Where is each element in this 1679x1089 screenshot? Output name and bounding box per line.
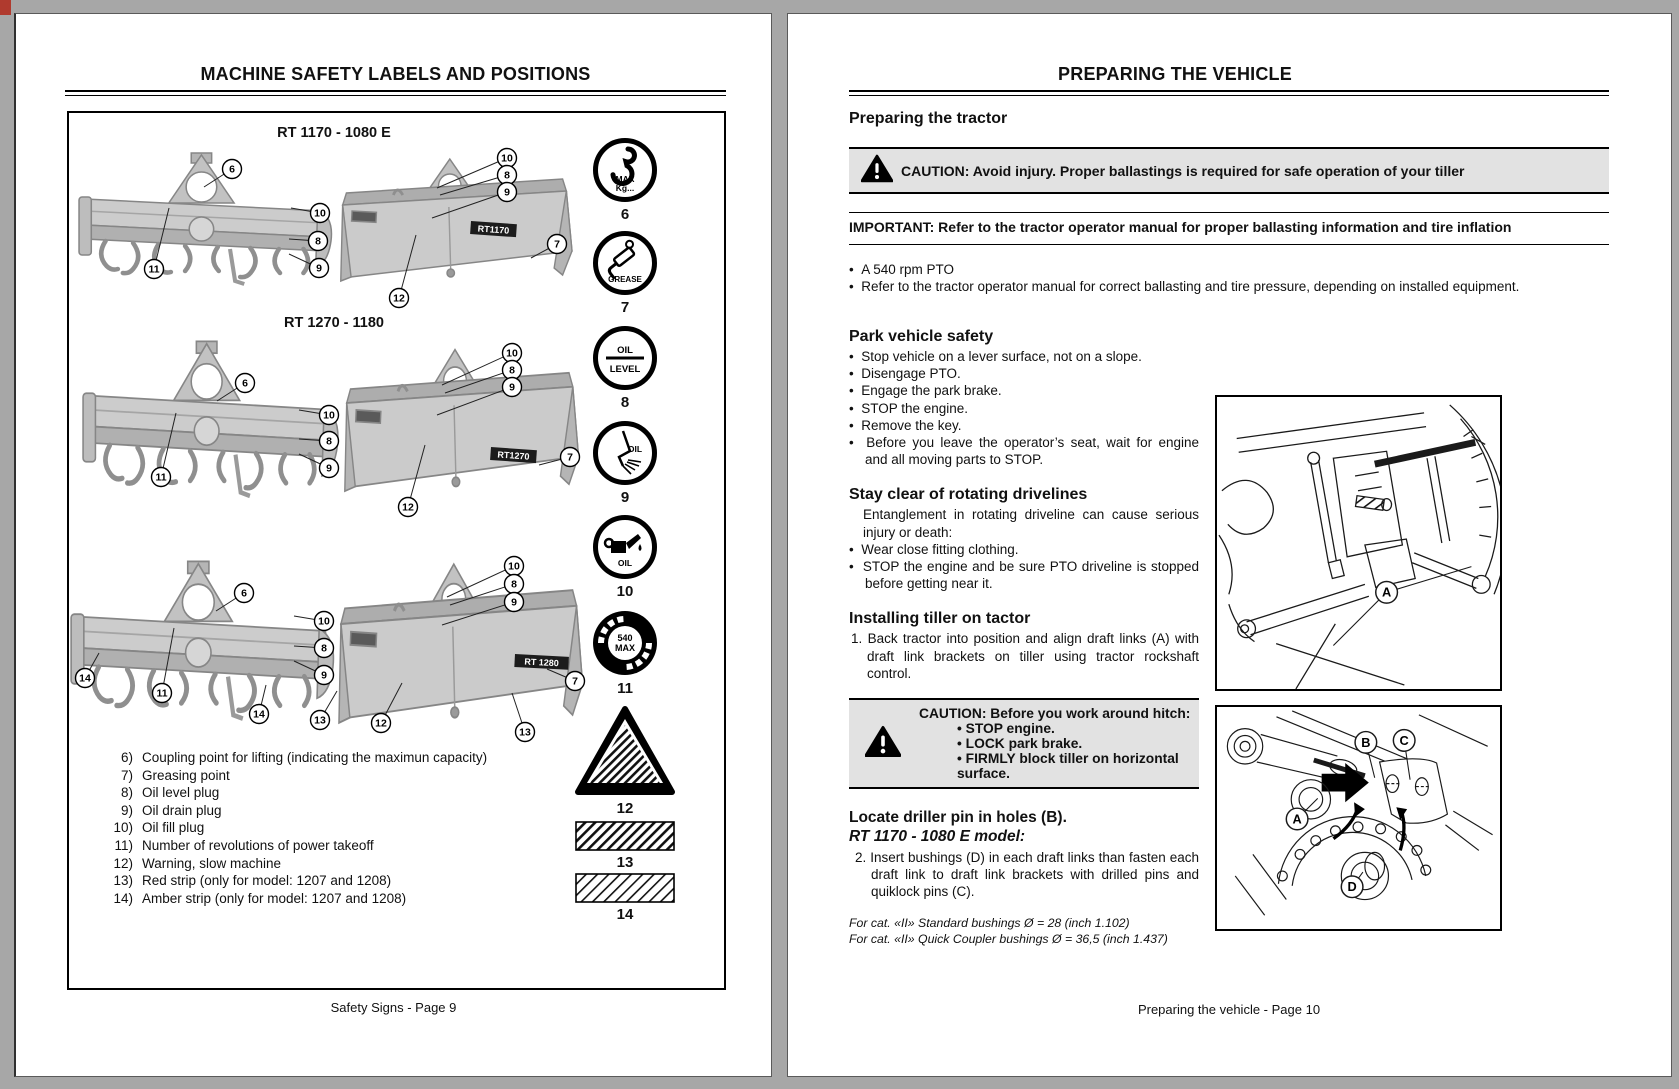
svg-text:8: 8 <box>511 578 517 591</box>
legend-item: 8) Oil level plug <box>120 785 220 801</box>
safety-label-number: 7 <box>620 299 630 316</box>
bullet-item: • Engage the park brake. <box>849 382 1199 399</box>
svg-text:9: 9 <box>316 262 322 275</box>
svg-text:8: 8 <box>321 642 327 655</box>
heading-locate-pin: Locate driller pin in holes (B). <box>849 809 1067 827</box>
bullet-item: • Stop vehicle on a lever surface, not on a slope. <box>849 348 1199 365</box>
heading-park-vehicle-safety: Park vehicle safety <box>849 328 994 345</box>
caution-hitch-bullets <box>913 721 1195 781</box>
caution-bullet: • STOP engine. <box>957 721 1055 737</box>
legend-item: 6) Coupling point for lifting (indicating the maximun capacity) <box>120 750 488 765</box>
rule <box>849 212 1609 213</box>
install-step-2: 2. Insert bushings (D) in each draft links than fasten each draft link to draft link brackets with drilled pins and quiklock pins (C). <box>855 850 1199 900</box>
bullet-item: • STOP the engine. <box>849 400 1199 417</box>
subheading-model: RT 1170 - 1080 E model: <box>849 828 1026 846</box>
bushing-notes <box>849 915 1199 947</box>
safety-labels-legend <box>99 749 539 907</box>
safety-label-11 <box>572 609 678 697</box>
legend-item: 9) Oil drain plug <box>120 802 222 818</box>
svg-text:8: 8 <box>326 435 332 448</box>
svg-text:OIL: OIL <box>627 444 643 454</box>
footer-right: Preparing the vehicle - Page 10 <box>1137 1002 1321 1017</box>
svg-text:10: 10 <box>506 347 518 360</box>
bullet-item: • Before you leave the operator’s seat, wait for engine and all moving parts to STOP. <box>849 434 1199 468</box>
svg-text:10: 10 <box>318 615 330 628</box>
svg-text:11: 11 <box>148 263 160 276</box>
svg-text:RT1170: RT1170 <box>477 223 510 236</box>
safety-label-number: 14 <box>616 906 634 923</box>
caution-hitch-title: CAUTION: Before you work around hitch: <box>919 706 1191 722</box>
safety-label-number: 13 <box>616 854 634 871</box>
bullet-item: • A 540 rpm PTO <box>849 261 1609 278</box>
safety-label-14 <box>572 873 678 923</box>
svg-text:13: 13 <box>519 726 531 739</box>
legend-item: 13) Red strip (only for model: 1207 and 1208) <box>113 873 392 889</box>
svg-text:10: 10 <box>323 409 335 422</box>
svg-text:10: 10 <box>508 560 520 573</box>
svg-text:6: 6 <box>242 377 248 390</box>
svg-text:D: D <box>1347 879 1357 895</box>
manual-page-9 <box>14 13 772 1077</box>
svg-text:RT 1280: RT 1280 <box>524 656 560 669</box>
page-title-right: PREPARING THE VEHICLE <box>1058 64 1292 84</box>
svg-text:12: 12 <box>375 717 387 730</box>
svg-text:10: 10 <box>501 152 513 165</box>
viewer-corner-marker <box>0 0 11 15</box>
svg-text:14: 14 <box>253 708 265 721</box>
svg-text:12: 12 <box>393 292 405 305</box>
section-heading-preparing-tractor: Preparing the tractor <box>849 110 1008 127</box>
svg-text:A: A <box>1292 811 1302 827</box>
safety-label-number: 12 <box>616 800 634 817</box>
install-step-1: 1. Back tractor into position and align draft links (A) with draft link brackets on tiller using tractor rockshaft control. <box>851 631 1199 681</box>
svg-text:12: 12 <box>402 501 414 514</box>
footer-left: Safety Signs - Page 9 <box>330 1000 457 1015</box>
svg-text:MAX: MAX <box>615 643 635 653</box>
title-rule-right <box>849 90 1609 96</box>
hitch-detail-figure <box>1215 705 1502 931</box>
safety-label-10 <box>572 514 678 600</box>
page-title-left: MACHINE SAFETY LABELS AND POSITIONS <box>200 64 591 84</box>
svg-text:10: 10 <box>314 207 326 220</box>
heading-stay-clear-drivelines: Stay clear of rotating drivelines <box>849 486 1088 504</box>
caution-box-hitch <box>849 698 1199 789</box>
bushing-note: For cat. «II» Quick Coupler bushings Ø = 36,5 (inch 1.437) <box>849 931 1168 946</box>
procedure-column <box>849 328 1199 947</box>
svg-text:MAX: MAX <box>615 174 635 184</box>
svg-text:11: 11 <box>156 687 168 700</box>
svg-text:540: 540 <box>617 633 633 643</box>
svg-text:Kg...: Kg... <box>615 183 635 193</box>
svg-text:6: 6 <box>241 587 247 600</box>
legend-item: 14) Amber strip (only for model: 1207 and 1208) <box>113 890 407 906</box>
svg-text:GREASE: GREASE <box>608 275 642 284</box>
bullet-item: • Refer to the tractor operator manual for correct ballasting and tire pressure, depending on installed equipment. <box>849 278 1609 295</box>
safety-label-8 <box>572 325 678 411</box>
svg-text:6: 6 <box>229 163 235 176</box>
drivelines-intro: Entanglement in rotating driveline can cause serious injury or death: <box>863 507 1199 540</box>
driveline-bullets <box>849 541 1199 593</box>
svg-text:9: 9 <box>504 186 510 199</box>
manual-page-10 <box>787 13 1672 1077</box>
bullet-item: • Wear close fitting clothing. <box>849 541 1199 558</box>
title-rule-left <box>65 90 726 96</box>
svg-text:LEVEL: LEVEL <box>609 364 641 375</box>
caution-bullet: • LOCK park brake. <box>957 736 1083 752</box>
safety-label-13 <box>572 821 678 871</box>
legend-item: 10) Oil fill plug <box>113 820 205 836</box>
safety-label-12 <box>572 705 678 817</box>
svg-text:9: 9 <box>326 462 332 475</box>
warning-triangle-icon <box>861 154 893 188</box>
svg-text:9: 9 <box>511 596 517 609</box>
svg-text:9: 9 <box>509 381 515 394</box>
caution-bullet: • FIRMLY block tiller on horizontal surface. <box>957 751 1179 782</box>
svg-text:11: 11 <box>155 471 167 484</box>
safety-label-7 <box>572 230 678 316</box>
park-safety-bullets <box>849 348 1199 468</box>
safety-label-6 <box>572 137 678 223</box>
safety-labels-diagram-box <box>67 111 726 990</box>
ballasting-bullets <box>849 261 1609 295</box>
bullet-item: • Remove the key. <box>849 417 1199 434</box>
safety-label-number: 6 <box>620 206 630 223</box>
svg-text:8: 8 <box>504 169 510 182</box>
bullet-item: • STOP the engine and be sure PTO driveline is stopped before getting near it. <box>849 558 1199 592</box>
bushing-note: For cat. «II» Standard bushings Ø = 28 (inch 1.102) <box>849 915 1130 930</box>
svg-text:7: 7 <box>554 238 560 251</box>
svg-text:8: 8 <box>315 235 321 248</box>
important-note: IMPORTANT: Refer to the tractor operator manual for proper ballasting information and tire inflation <box>849 219 1512 235</box>
svg-text:7: 7 <box>572 675 578 688</box>
safety-label-number: 8 <box>620 394 630 411</box>
figure-model-title: RT 1270 - 1180 <box>284 315 384 331</box>
svg-text:C: C <box>1399 732 1409 748</box>
legend-item: 11) Number of revolutions of power takeoff <box>114 837 374 853</box>
svg-text:B: B <box>1361 734 1371 750</box>
svg-text:OIL: OIL <box>617 345 633 356</box>
caution-text: CAUTION: Avoid injury. Proper ballastings is required for safe operation of your tiller <box>901 162 1465 179</box>
legend-item: 12) Warning, slow machine <box>113 855 282 871</box>
svg-text:13: 13 <box>314 714 326 727</box>
safety-label-number: 10 <box>616 583 634 600</box>
legend-item: 7) Greasing point <box>120 767 230 783</box>
safety-label-number: 9 <box>620 489 630 506</box>
bullet-item: • Disengage PTO. <box>849 365 1199 382</box>
rule <box>849 244 1609 245</box>
svg-text:7: 7 <box>567 451 573 464</box>
svg-text:8: 8 <box>509 364 515 377</box>
safety-label-9 <box>572 420 678 506</box>
caution-box-ballasting <box>849 147 1609 194</box>
svg-text:OIL: OIL <box>617 558 633 568</box>
figure-model-title: RT 1170 - 1080 E <box>277 125 391 141</box>
hitch-overview-figure <box>1215 395 1502 691</box>
heading-installing-tiller: Installing tiller on tactor <box>849 610 1031 628</box>
warning-triangle-icon <box>865 725 901 763</box>
safety-label-number: 11 <box>617 680 633 697</box>
svg-text:RT1270: RT1270 <box>497 449 530 462</box>
svg-text:14: 14 <box>79 672 91 685</box>
svg-text:9: 9 <box>321 669 327 682</box>
svg-text:A: A <box>1381 584 1392 600</box>
